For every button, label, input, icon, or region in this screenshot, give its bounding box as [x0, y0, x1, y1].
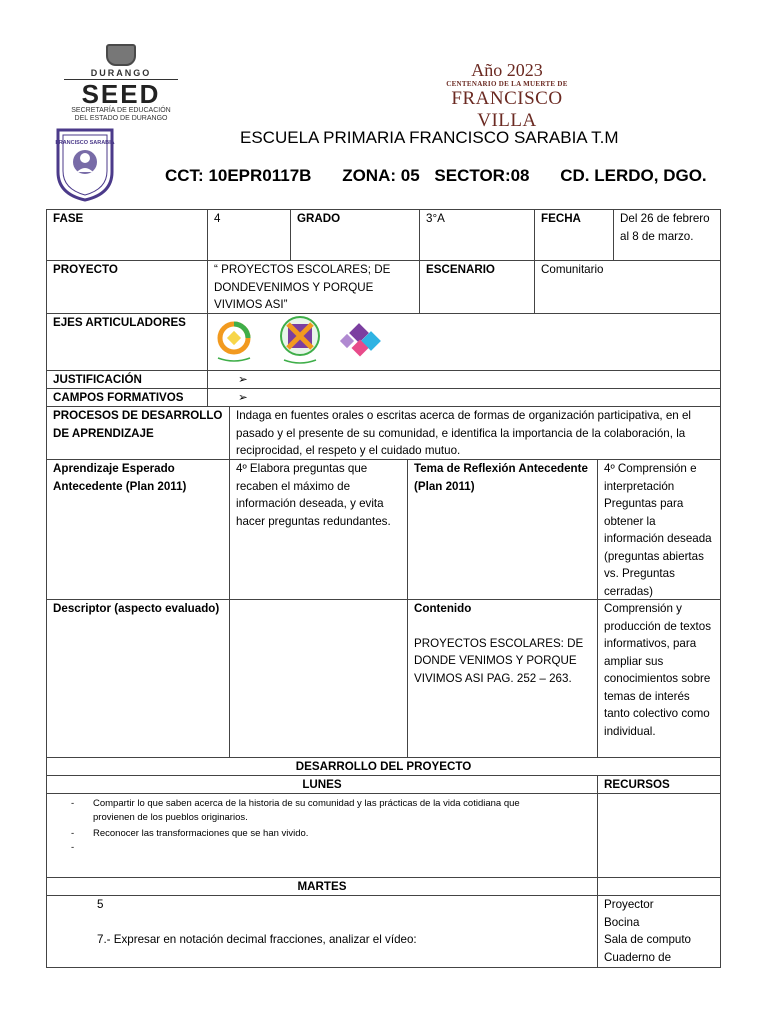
cct-line: [165, 166, 707, 186]
value-fase: 4: [207, 209, 291, 261]
label-proyecto: PROYECTO: [46, 260, 208, 314]
value-justificacion: ➢: [207, 370, 721, 389]
school-name: ESCUELA PRIMARIA FRANCISCO SARABIA T.M: [240, 128, 619, 147]
label-desarrollo: DESARROLLO DEL PROYECTO: [46, 757, 721, 776]
puzzle-icon: [340, 323, 381, 356]
city: CD. LERDO, DGO.: [560, 166, 707, 185]
martes-content: [46, 895, 598, 968]
pensamiento-critico-icon: [218, 324, 250, 361]
martes-recursos-header: [597, 877, 721, 896]
seal-text: FRANCISCO SARABIA: [55, 140, 115, 146]
lunes-recursos: [597, 793, 721, 878]
value-proyecto: “ PROYECTOS ESCOLARES; DE DONDEVENIMOS Y PORQUE VIVIMOS ASI”: [207, 260, 420, 314]
martes-num: 5: [97, 898, 104, 911]
recurso-item: Sala de computo: [604, 933, 692, 946]
label-ejes: EJES ARTICULADORES: [46, 313, 208, 371]
label-grado: GRADO: [290, 209, 420, 261]
school-seal-icon: [52, 126, 118, 202]
value-contenido: PROYECTOS ESCOLARES: DE DONDE VENIMOS Y PORQUE VIVIMOS ASI PAG. 252 – 263.: [414, 636, 584, 685]
recurso-item: Proyector: [604, 898, 654, 911]
sector: SECTOR:08: [434, 166, 530, 185]
recurso-item: Bocina: [604, 915, 640, 929]
interculturalidad-critica-icon: [281, 317, 319, 363]
seed-word: SEED: [81, 79, 161, 109]
value-procesos: Indaga en fuentes orales o escritas acerca de formas de organización participativa, en el pasado y el presente de su comunidad, e identifica la importancia de la colaboración, la reciprocidad, el respeto y el cuidado mutuo.: [229, 406, 721, 460]
contenido-cell: [407, 599, 598, 758]
crest-icon: [106, 44, 136, 66]
value-descriptor: [229, 599, 408, 758]
value-tema: 4º Comprensión e interpretación Preguntas para obtener la información deseada (preguntas abiertas vs. Preguntas cerradas): [597, 459, 721, 600]
ejes-icons-svg: [214, 314, 404, 368]
ejes-icons: [207, 313, 721, 371]
label-procesos: PROCESOS DE DESARROLLO DE APRENDIZAJE: [46, 406, 230, 460]
label-recursos: RECURSOS: [597, 775, 721, 794]
value-campos: ➢: [207, 388, 721, 407]
value-fecha: Del 26 de febrero al 8 de marzo.: [613, 209, 721, 261]
seed-state: DURANGO: [90, 68, 152, 78]
seed-logo: [58, 44, 184, 130]
label-fase: FASE: [46, 209, 208, 261]
value-descriptor-right: Comprensión y producción de textos informativos, para ampliar sus conocimientos sobre temas de interés tanto colectivo como individual.: [597, 599, 721, 758]
list-item: - Compartir lo que saben acerca de la historia de su comunidad y las prácticas de la vida cotidiana que provienen de los pueblos originarios.: [47, 797, 597, 825]
value-escenario: Comunitario: [534, 260, 721, 314]
lunes-item-1: Compartir lo que saben acerca de la historia de su comunidad y las prácticas de la vida cotidiana que provienen de los pueblos originarios.: [93, 798, 520, 823]
label-contenido: Contenido: [414, 602, 472, 615]
martes-text: 7.- Expresar en notación decimal fracciones, analizar el vídeo:: [97, 932, 417, 946]
label-lunes: LUNES: [46, 775, 598, 794]
label-campos: CAMPOS FORMATIVOS: [46, 388, 208, 407]
label-fecha: FECHA: [534, 209, 614, 261]
villa-name: FRANCISCO VILLA: [451, 88, 563, 131]
lunes-item-2: Reconocer las transformaciones que se han vivido.: [93, 828, 309, 839]
label-escenario: ESCENARIO: [419, 260, 535, 314]
label-descriptor: Descriptor (aspecto evaluado): [46, 599, 230, 758]
value-grado: 3°A: [419, 209, 535, 261]
lunes-list: [46, 793, 598, 878]
list-item: - Reconocer las transformaciones que se han vivido.: [71, 828, 309, 839]
label-martes: MARTES: [46, 877, 598, 896]
cct: CCT: 10EPR0117B: [165, 166, 312, 185]
villa-logo: [422, 60, 592, 131]
label-tema: Tema de Reflexión Antecedente (Plan 2011): [407, 459, 598, 600]
label-justificacion: JUSTIFICACIÓN: [46, 370, 208, 389]
label-aprendizaje: Aprendizaje Esperado Antecedente (Plan 2011): [46, 459, 230, 600]
seed-sub1: SECRETARÍA DE EDUCACIÓN: [71, 107, 171, 114]
martes-recursos: [597, 895, 721, 968]
recurso-item: Cuaderno de: [604, 950, 672, 964]
value-aprendizaje: 4º Elabora preguntas que recaben el máximo de información deseada, y evita hacer preguntas redundantes.: [229, 459, 408, 600]
zona: ZONA: 05: [342, 166, 420, 185]
villa-year: Año 2023: [471, 60, 543, 80]
list-item: -: [71, 842, 75, 853]
villa-sub: CENTENARIO DE LA MUERTE DE: [446, 80, 568, 88]
seed-sub2: DEL ESTADO DE DURANGO: [74, 115, 168, 122]
